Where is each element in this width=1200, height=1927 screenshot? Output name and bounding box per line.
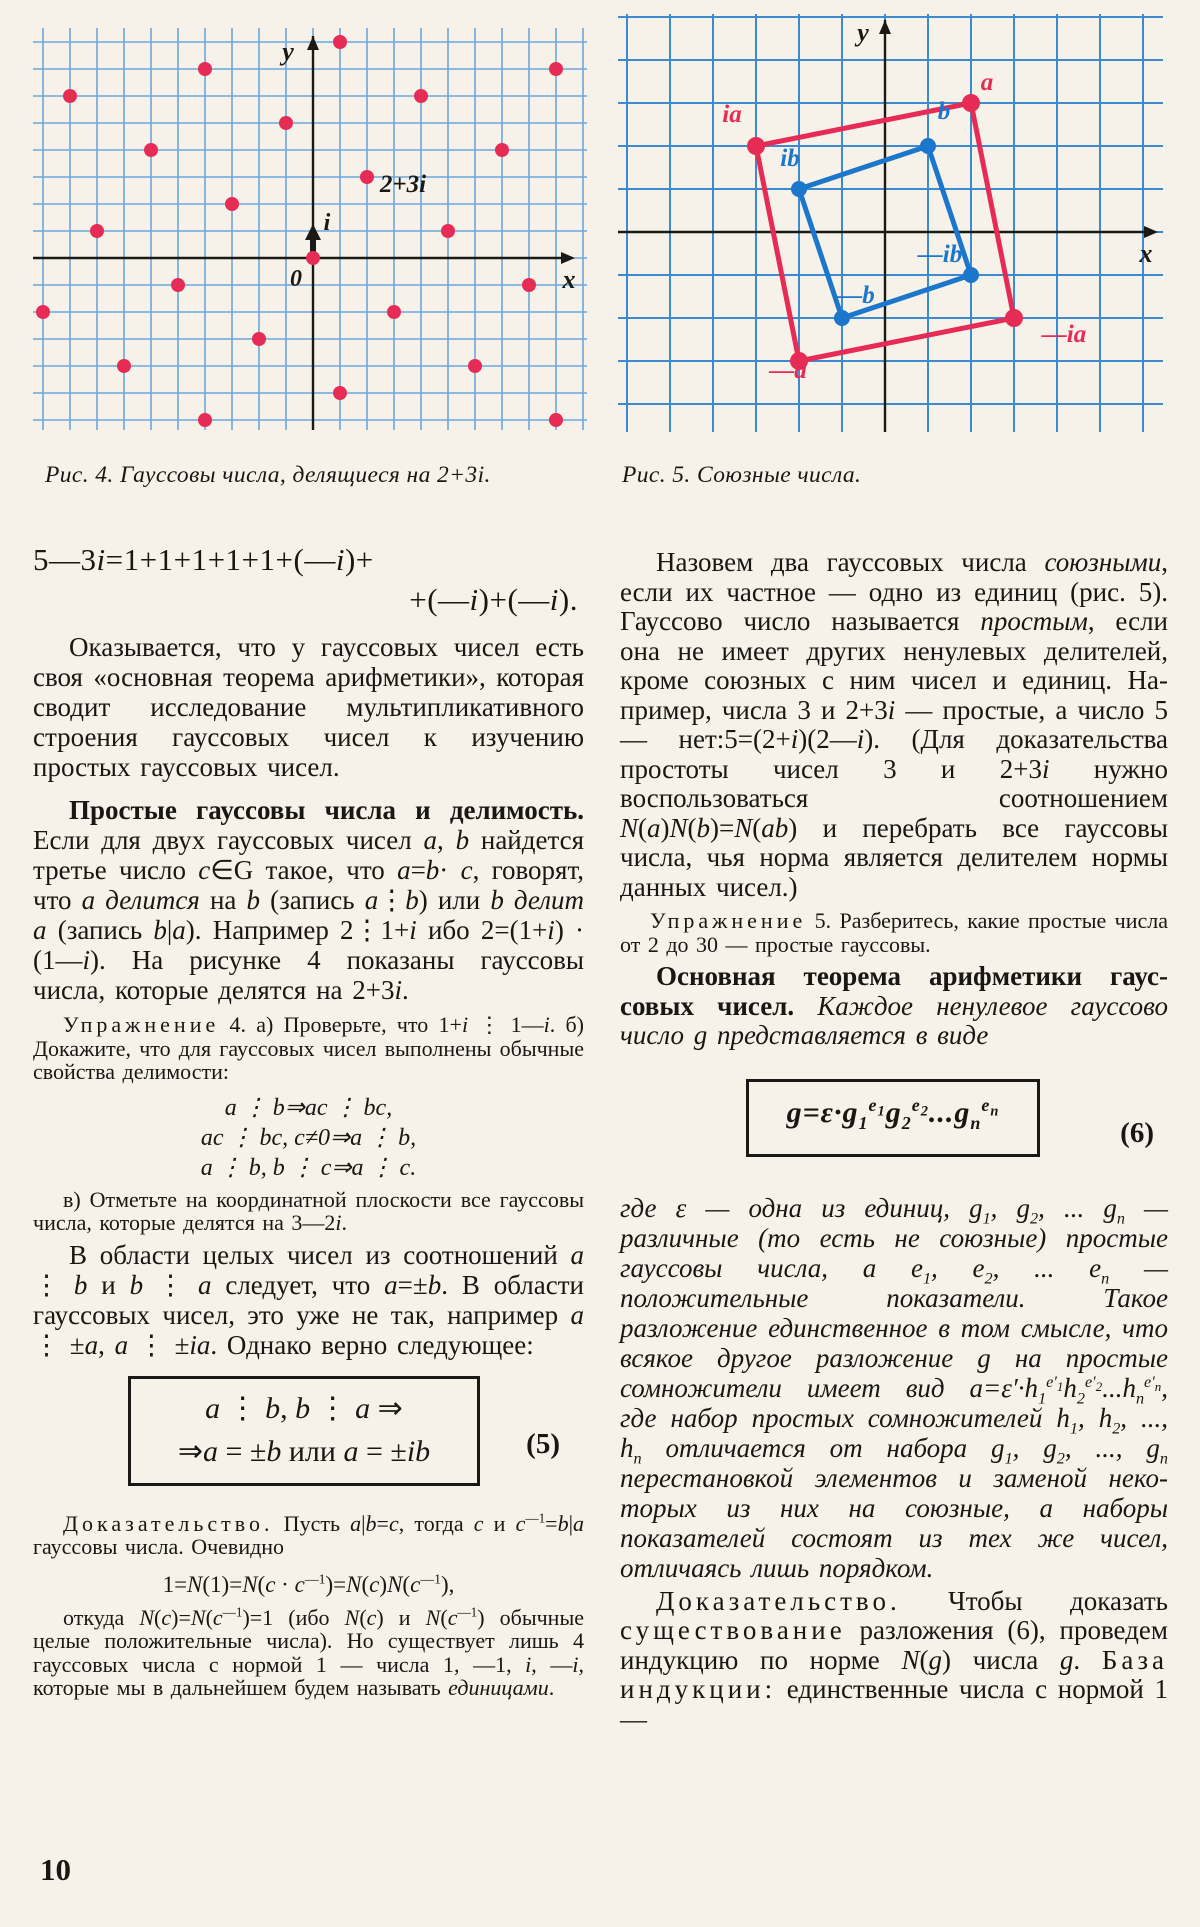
proof-5-conclusion: откуда $N(c)=N(c^{—1})=1$ (ибо N(c) и $N(c^{—1})$ обычные целые положительные числа). Но существует лишь 4 гауссовых числа с нормой 1 — числа 1, —1, i, —i, которые мы в дальнейшем будем называть единицами. bbox=[33, 1604, 584, 1700]
svg-text:—ia: —ia bbox=[1041, 321, 1087, 348]
display-formula-sum-line1: 5—3i=1+1+1+1+1+(—i)+ bbox=[33, 542, 374, 577]
paragraph-fundamental-theorem-intro: Оказывается, что у гауссовых чисел есть своя «основная теорема арифметики», которая сводит исследование мультипликативного строения гауссовых чисел к изучению простых гауссовых чисел. bbox=[33, 632, 584, 782]
figure-5-caption: Рис. 5. Союзные числа. bbox=[622, 462, 862, 488]
figure-4-caption: Рис. 4. Гауссовы числа, делящиеся на 2+3i. bbox=[45, 462, 491, 488]
exercise-4-text: Упражнение 4. а) Проверьте, что 1+i ⋮ 1—i. б) Докажите, что для гауссовых чисел выполнены обычные свойства делимости: bbox=[33, 1012, 585, 1084]
paragraph-prime-gaussian-divisibility: Простые гауссовы числа и делимость. Если для двух гауссовых чисел a, b найдется третье число c∈G такое, что a=b· c, говорят, что a делится на b (запись a⋮b) или b делит a (запись b|a). Например 2⋮1+i ибо 2=(1+i) · (1—i). На рисунке 4 показаны гауссовы числа, которые делятся на 2+3i. bbox=[33, 795, 585, 1005]
proof-5-intro: Доказательство. Пусть a|b=c, тогда c и $c^{—1}=b|a$ гауссовы числа. Очевидно bbox=[33, 1510, 584, 1559]
equation-6-block bbox=[620, 1079, 1168, 1157]
equation-5-block bbox=[33, 1376, 584, 1486]
equation-6-box: $g=\varepsilon\cdot g_1^{e_1}g_2^{e_2}...g_n^{e_n}$ bbox=[746, 1079, 1040, 1157]
exercise-5-text: Упражнение 5. Разберитесь, какие простые числа от 2 до 30 — простые гауссовы. bbox=[620, 908, 1168, 957]
divisibility-property-1: a ⋮ b⇒ac ⋮ bc, bbox=[224, 1094, 393, 1121]
svg-text:i: i bbox=[323, 210, 331, 236]
equation-5-number: (5) bbox=[526, 1427, 560, 1460]
svg-text:ib: ib bbox=[780, 145, 800, 172]
right-column bbox=[620, 540, 1168, 1734]
divisibility-property-2: ac ⋮ bc, c≠0⇒a ⋮ b, bbox=[200, 1124, 417, 1151]
page-number: 10 bbox=[40, 1852, 71, 1887]
svg-text:b: b bbox=[937, 98, 951, 125]
svg-text:—b: —b bbox=[837, 282, 875, 309]
figure-5-associated-numbers-plot bbox=[618, 14, 1163, 437]
equation-6-number: (6) bbox=[1120, 1116, 1154, 1149]
svg-text:—a: —a bbox=[769, 357, 807, 384]
svg-text:0: 0 bbox=[290, 266, 302, 292]
paragraph-uniqueness-of-factorization: где ε — одна из единиц, $g_1$, $g_2$, ... $g_n$ — различные (то есть не союзные) простые гауссовы числа, а $e_1$, $e_2$, ... $e_n$ — положительные показатели. Такое разложение единственное в том смысле, что всякое другое разложение g на простые сомножители имеет вид $a=\varepsilon'\cdot h_1^{e'_1}h_2^{e'_2}...h_n^{e'_n}$, где набор простых сомножителей $h_1$, $h_2$, ..., $h_n$ отличается от набора $g_1$, $g_2$, ..., $g_n$ перестановкой элементов и заменой некоторых из них на союзные, а наборы показателей состоят из тех же чисел, отличаясь лишь порядком. bbox=[620, 1192, 1169, 1583]
left-column bbox=[33, 540, 584, 1700]
proof-6-induction-base: Доказательство. Чтобы доказать существование разложения (6), проведем индукцию по норме N(g) числа g. База индукции: единственные числа с нормой 1 — bbox=[620, 1585, 1168, 1734]
paragraph-fundamental-theorem-statement: Основная теорема арифметики гауссовых чисел. Каждое ненулевое гауссово число g представляется в виде bbox=[620, 961, 1169, 1050]
svg-text:x: x bbox=[1139, 239, 1153, 268]
paragraph-associated-numbers: Назовем два гауссовых числа союзными, если их частное — одно из единиц (рис. 5). Гауссово число называется простым, если она не имеет других ненулевых делителей, кроме союзных с ним чисел и единиц. Например, числа 3 и 2+3i — простые, а число 5 — нет:5=(2+i)(2—i). (Для доказательства простоты чисел 3 и 2+3i нужно воспользоваться соотношением N(a)N(b)=N(ab) и перебрать все гауссовы числа, чья норма является делителем нормы данных чисел.) bbox=[620, 547, 1169, 902]
figure-4-gaussian-lattice-plot bbox=[33, 28, 587, 435]
svg-text:y: y bbox=[282, 37, 294, 66]
svg-text:a: a bbox=[980, 69, 994, 96]
display-formula-sum-line2: +(—i)+(—i). bbox=[409, 582, 578, 617]
equation-5-line2: ⇒a = ±b или a = ±ib bbox=[177, 1434, 431, 1468]
svg-text:2+3i: 2+3i bbox=[379, 171, 427, 198]
exercise-4v-text: в) Отметьте на координатной плоскости все гауссовы числа, которые делятся на 3—2i. bbox=[33, 1186, 584, 1235]
divisibility-property-3: a ⋮ b, b ⋮ c⇒a ⋮ c. bbox=[200, 1154, 417, 1181]
paragraph-integers-vs-gaussian: В области целых чисел из соотношений a ⋮ b и b ⋮ a следует, что a=±b. В области гауссовых чисел, это уже не так, например a ⋮ ±a, a ⋮ ±ia. Однако верно следующее: bbox=[33, 1239, 584, 1360]
svg-text:x: x bbox=[562, 265, 576, 294]
svg-text:ia: ia bbox=[722, 101, 742, 128]
norm-identity-formula: $1=N(1)=N(c \cdot c^{—1})=N(c)N(c^{—1})$, bbox=[162, 1570, 455, 1597]
equation-5-box bbox=[128, 1376, 480, 1486]
svg-text:—ib: —ib bbox=[917, 241, 963, 268]
equation-5-line1: a ⋮ b, b ⋮ a ⇒ bbox=[205, 1391, 403, 1425]
svg-text:y: y bbox=[857, 18, 869, 47]
